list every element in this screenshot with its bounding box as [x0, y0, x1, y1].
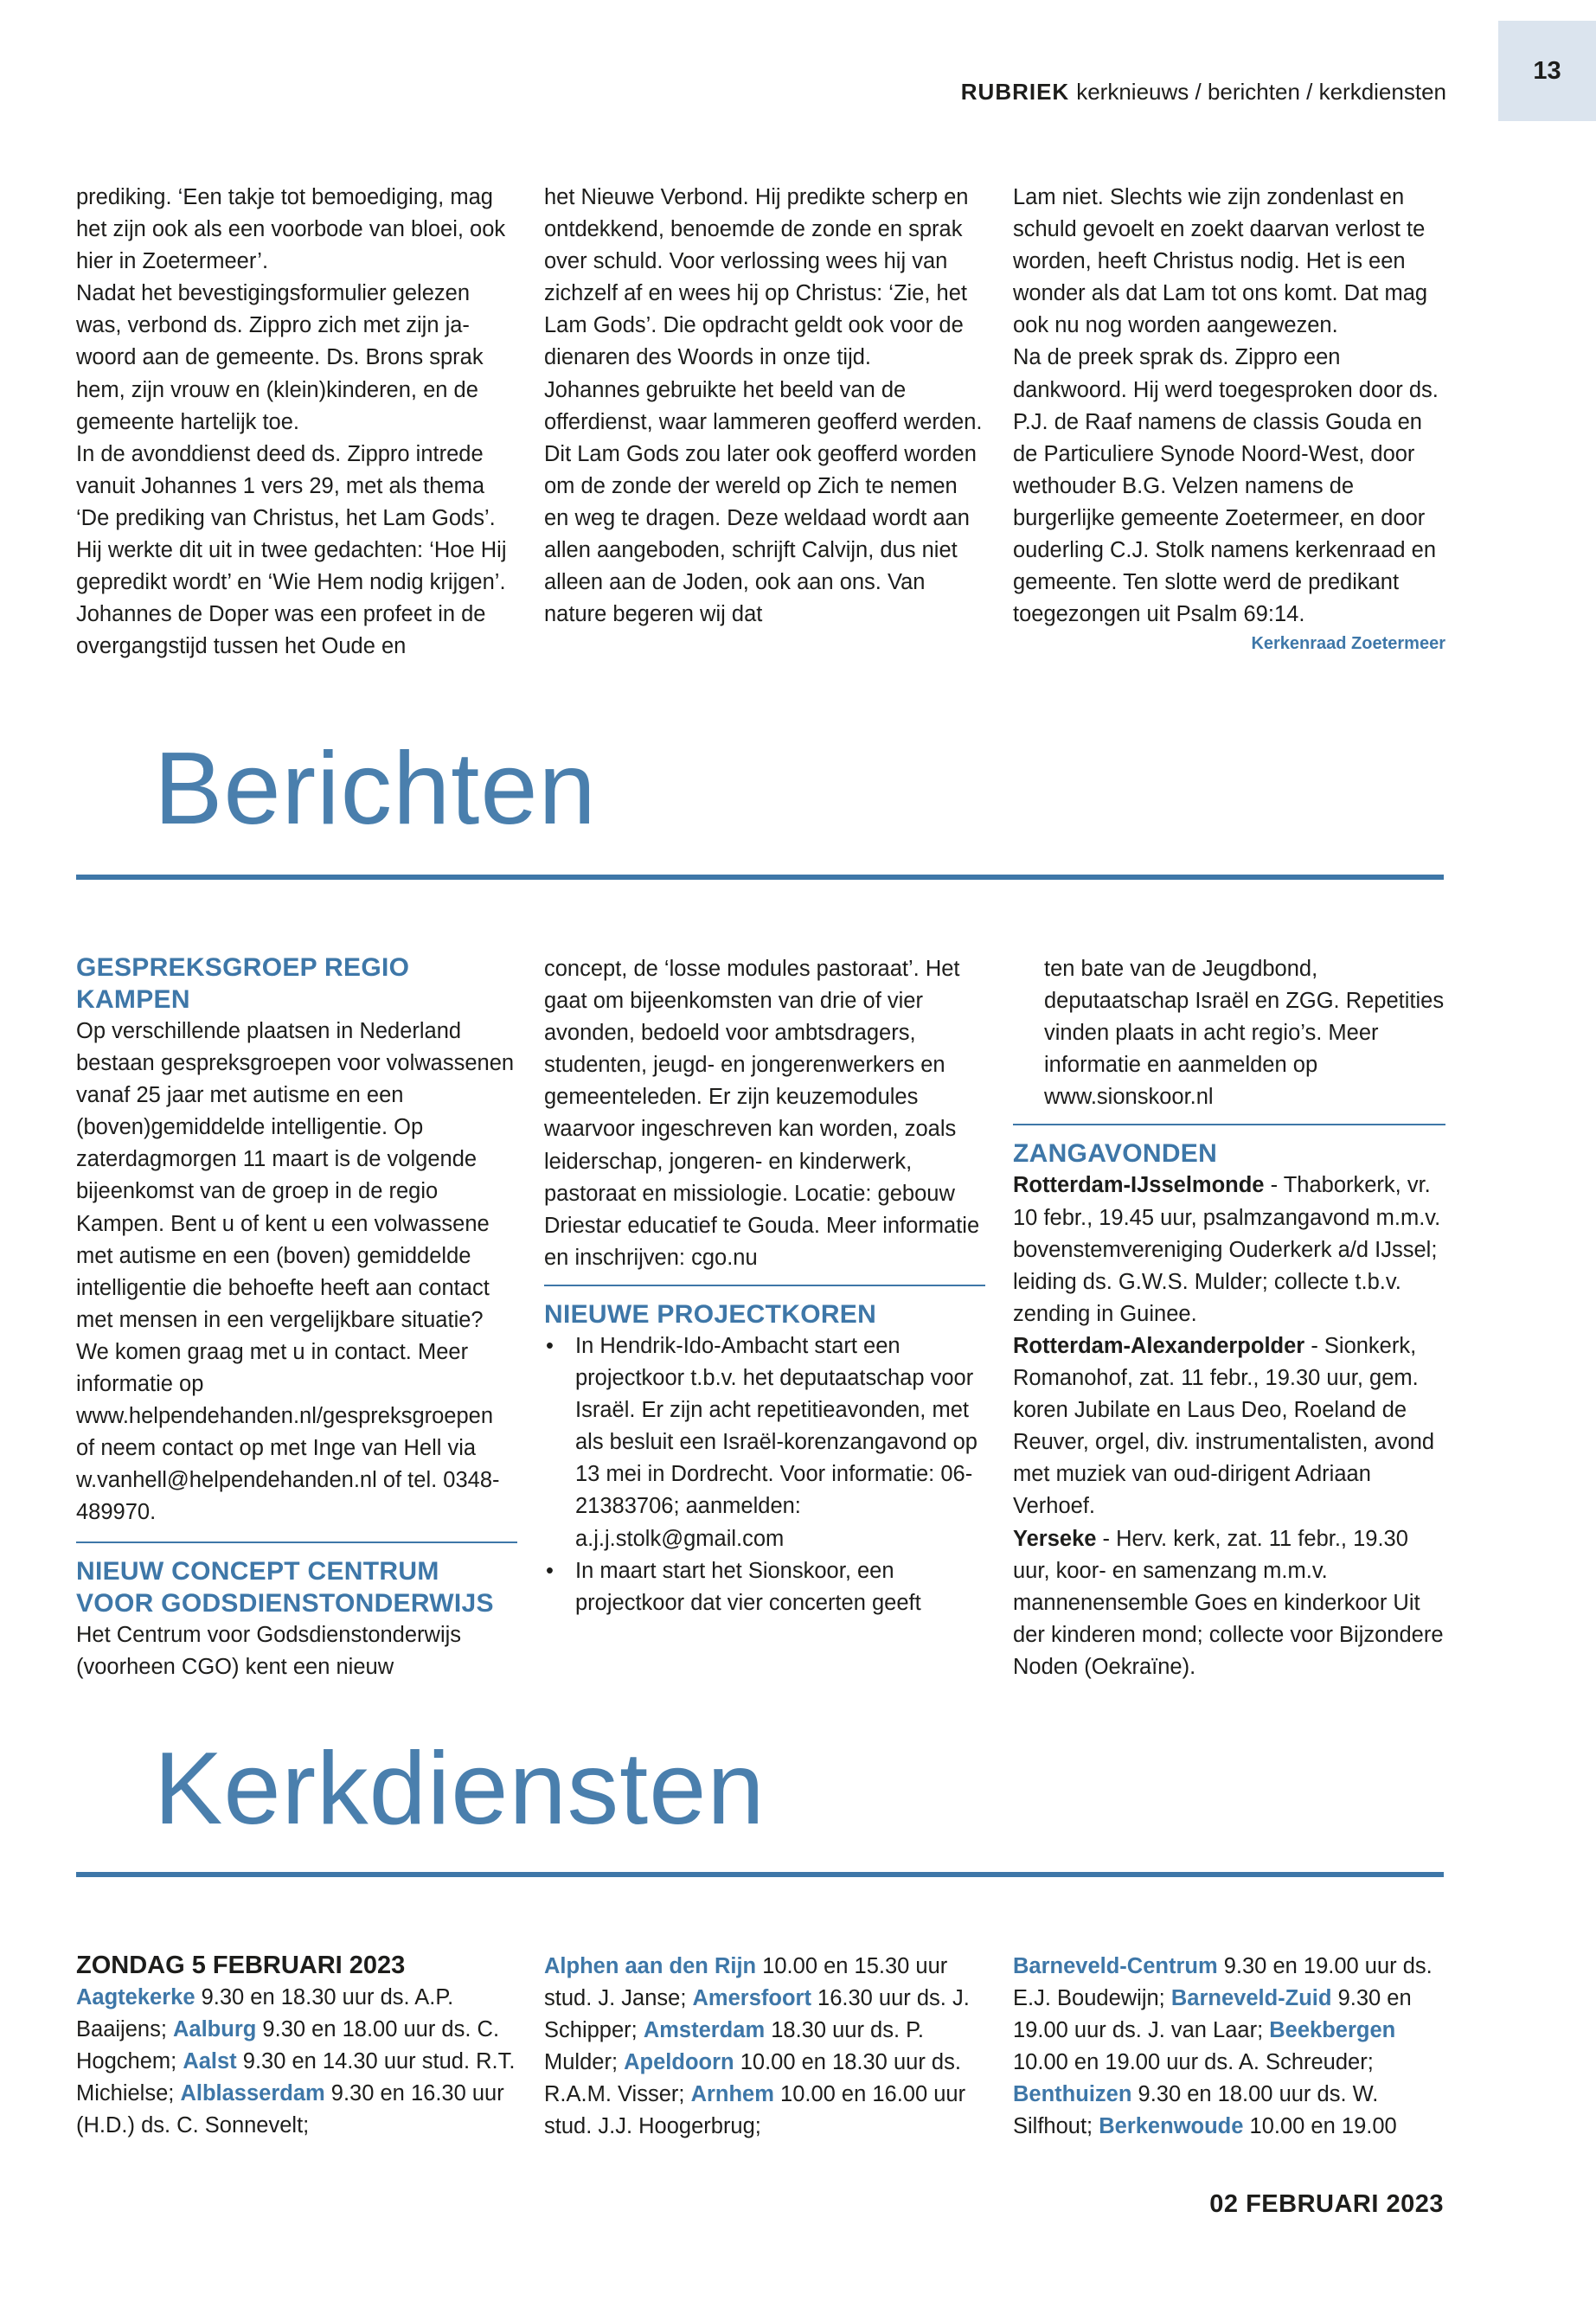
church-place: Amsterdam — [643, 2018, 766, 2043]
church-place: Benthuizen — [1013, 2082, 1132, 2107]
zangavond-place: Rotterdam-Alexanderpolder — [1013, 1333, 1305, 1358]
church-place: Aagtekerke — [76, 1985, 195, 2009]
article-paragraph: Johannes de Doper was een profeet in de overgangstijd tussen het Oude en — [76, 602, 486, 659]
kerkdiensten-column-3 — [1013, 1951, 1445, 2144]
article-column-3 — [1013, 182, 1445, 657]
list-item: • In Hendrik-Ido-Ambacht start een projectkoor t.b.v. het deputaatschap voor Israël. Er zijn acht repetitieavonden, met als besluit een Israël-korenzangavond op 13 mei in Dordrecht. Voor informatie: 06-21383706; aanmelden: a.j.j.stolk@gmail.com — [544, 1330, 985, 1555]
berichten-column-1 — [76, 952, 517, 1683]
service-details: 9.30 en 18.00 uur ds. W. Silfhout; — [1013, 2082, 1379, 2139]
zangavond-item — [1013, 1170, 1445, 1330]
church-place: Beekbergen — [1269, 2018, 1396, 2043]
berichten-column-2 — [544, 953, 985, 1619]
service-details: 10.00 en 16.00 uur stud. J.J. Hoogerbrug; — [544, 2082, 966, 2139]
service-details: 18.30 uur ds. P. Mulder; — [544, 2018, 924, 2075]
article-paragraph: In de avonddienst deed ds. Zippro intrede vanuit Johannes 1 vers 29, met als thema ‘De prediking van Christus, het Lam Gods’. Hij werkte dit uit in twee gedachten: ‘Hoe Hij gepredikt wordt’ en ‘Wie Hem nodig krijgen’. — [76, 441, 507, 595]
issue-date: 02 FEBRUARI 2023 — [1209, 2190, 1444, 2218]
service-details: 9.30 en 14.30 uur stud. R.T. Michielse; — [76, 2049, 516, 2106]
section-rule — [76, 875, 1444, 880]
article-paragraph: Johannes gebruikte het beeld van de offerdienst, waar lammeren geofferd werden. Dit Lam Gods zou later ook geofferd worden om de zonde der wereld op Zich te nemen en weg te dragen. Deze weldaad wordt aan allen aangeboden, schrijft Calvijn, dus niet alleen aan de Joden, ook aan ons. Van nature begeren wij dat — [544, 377, 983, 627]
concept-text-cont: concept, de ‘losse modules pastoraat’. Het gaat om bijeenkomsten van drie of vier avonden, bedoeld voor ambtsdragers, studenten, jeugd- en jongerenwerkers en gemeenteleden. Er zijn keuzemodules waarvoor ingeschreven kan worden, zoals leiderschap, jongeren- en kinderwerk, pastoraat en missiologie. Locatie: gebouw Driestar educatief te Gouda. Meer informatie en inschrijven: cgo.nu — [544, 957, 980, 1270]
section-rule — [76, 1872, 1444, 1877]
church-place: Apeldoorn — [624, 2050, 734, 2075]
gespreksgroep-text: Op verschillende plaatsen in Nederland bestaan gespreksgroepen voor volwassenen vanaf 25 jaar met autisme en een (boven)gemiddelde intelligentie. Op zaterdagmorgen 11 maart is de volgende bijeenkomst van de groep in de regio Kampen. Bent u of kent u een volwassene met autisme en een (boven) gemiddelde intelligentie die behoefte heeft aan contact met mensen in een vergelijkbare situatie? We komen graag met u in contact. Meer informatie op www.helpendehanden.nl/gespreksgroepen of neem contact op met Inge van Hell via w.vanhell@helpendehanden.nl of tel. 0348-489970. — [76, 1019, 515, 1525]
zangavond-place: Rotterdam-IJsselmonde — [1013, 1173, 1265, 1198]
service-details: 10.00 en 19.00 — [1243, 2114, 1397, 2139]
zangavond-details: - Herv. kerk, zat. 11 febr., 19.30 uur, koor- en samenzang m.m.v. mannenensemble Goes en kinderkoor Uit der kinderen mond; collecte voor Bijzondere Noden (Oekraïne). — [1013, 1526, 1444, 1679]
zangavond-details: - Sionkerk, Romanohof, zat. 11 febr., 19.30 uur, gem. koren Jubilate en Laus Deo, Roeland de Reuver, orgel, div. instrumentalisten, avond met muziek van oud-dirigent Adriaan Verhoef. — [1013, 1333, 1435, 1519]
section-title-berichten: Berichten — [154, 731, 597, 846]
service-details: 9.30 en 19.00 uur ds. J. van Laar; — [1013, 1986, 1412, 2043]
list-item: • In maart start het Sionskoor, een projectkoor dat vier concerten geeft — [544, 1555, 985, 1619]
church-place: Arnhem — [690, 2082, 774, 2107]
running-header — [961, 76, 1446, 107]
service-details: 10.00 en 18.30 uur ds. R.A.M. Visser; — [544, 2050, 961, 2107]
service-list — [1013, 1951, 1445, 2144]
service-details: 9.30 en 16.30 uur (H.D.) ds. C. Sonnevelt; — [76, 2081, 504, 2138]
service-list — [76, 1982, 517, 2142]
rubriek-label: RUBRIEK — [960, 79, 1070, 105]
service-date: ZONDAG 5 FEBRUARI 2023 — [76, 1952, 406, 1979]
divider — [1013, 1124, 1445, 1125]
projectkoren-text-cont: ten bate van de Jeugdbond, deputaatschap Israël en ZGG. Repetities vinden plaats in acht regio’s. Meer informatie en aanmelden op www.sionskoor.nl — [1044, 957, 1445, 1110]
article-paragraph: Na de preek sprak ds. Zippro een dankwoord. Hij werd toegesproken door ds. P.J. de Raaf namens de classis Gouda en de Particuliere Synode Noord-West, door wethouder B.G. Velzen namens de burgerlijke gemeente Zoetermeer, en door ouderling C.J. Stolk namens kerkenraad en gemeente. Ten slotte werd de predikant toegezongen uit Psalm 69:14. — [1013, 345, 1439, 627]
church-place: Alblasserdam — [180, 2081, 325, 2106]
heading-zangavonden: ZANGAVONDEN — [1013, 1139, 1218, 1169]
rubriek-section: kerknieuws / berichten / kerkdiensten — [1076, 79, 1446, 105]
heading-gespreksgroep: GESPREKSGROEP REGIO KAMPEN — [76, 953, 410, 1014]
service-details: 9.30 en 19.00 uur ds. E.J. Boudewijn; — [1013, 1954, 1433, 2011]
church-place: Barneveld-Centrum — [1013, 1954, 1218, 1978]
zangavond-item — [1013, 1330, 1445, 1523]
zangavond-item — [1013, 1523, 1445, 1683]
service-details: 9.30 en 18.00 uur ds. C. Hogchem; — [76, 2017, 500, 2074]
service-details: 10.00 en 15.30 uur stud. J. Janse; — [544, 1954, 948, 2011]
divider — [76, 1541, 517, 1543]
article-paragraph: Nadat het bevestigingsformulier gelezen was, verbond ds. Zippro zich met zijn ja-woord aan de gemeente. Ds. Brons sprak hem, zijn vrouw en (klein)kinderen, en de gemeente hartelijk toe. — [76, 281, 484, 434]
heading-nieuw-concept: NIEUW CONCEPT CENTRUM VOOR GODSDIENSTONDERWIJS — [76, 1556, 494, 1618]
church-place: Aalst — [183, 2049, 237, 2074]
service-list — [544, 1951, 985, 2144]
kerkdiensten-column-2 — [544, 1951, 985, 2144]
zangavond-details: - Thaborkerk, vr. 10 febr., 19.45 uur, psalmzangavond m.m.v. bovenstemvereniging Ouderkerk a/d IJssel; leiding ds. G.W.S. Mulder; collecte t.b.v. zending in Guinee. — [1013, 1173, 1441, 1326]
service-details: 16.30 uur ds. J. Schipper; — [544, 1986, 970, 2043]
article-signature: Kerkenraad Zoetermeer — [1251, 634, 1445, 654]
church-place: Alphen aan den Rijn — [544, 1954, 757, 1978]
church-place: Amersfoort — [692, 1986, 811, 2011]
church-place: Aalburg — [173, 2017, 257, 2042]
church-place: Barneveld-Zuid — [1170, 1986, 1332, 2011]
zangavond-place: Yerseke — [1013, 1526, 1097, 1551]
article-paragraph: het Nieuwe Verbond. Hij predikte scherp en ontdekkend, benoemde de zonde en sprak over schuld. Voor verlossing wees hij van zichzelf af en wees hij op Christus: ‘Zie, het Lam Gods’. Die opdracht geldt ook voor de dienaren des Woords in onze tijd. — [544, 185, 969, 370]
heading-projectkoren: NIEUWE PROJECTKOREN — [544, 1299, 877, 1329]
church-place: Berkenwoude — [1099, 2114, 1244, 2139]
article-paragraph: Lam niet. Slechts wie zijn zondenlast en schuld gevoelt en zoekt daarvan verlost te worden, heeft Christus nodig. Het is een wonder als dat Lam tot ons komt. Dat mag ook nu nog worden aangewezen. — [1013, 185, 1428, 338]
concept-text: Het Centrum voor Godsdienstonderwijs (voorheen CGO) kent een nieuw — [76, 1622, 462, 1679]
projectkoren-list — [544, 1330, 985, 1619]
divider — [544, 1285, 985, 1286]
article-column-2 — [544, 182, 985, 631]
service-details: 10.00 en 19.00 uur ds. A. Schreuder; — [1013, 2050, 1374, 2075]
berichten-column-3 — [1013, 953, 1445, 1683]
service-details: 9.30 en 18.30 uur ds. A.P. Baaijens; — [76, 1985, 454, 2042]
section-title-kerkdiensten: Kerkdiensten — [154, 1731, 766, 1846]
page-number: 13 — [1498, 21, 1596, 121]
article-column-1 — [76, 182, 517, 663]
article-paragraph: prediking. ‘Een takje tot bemoediging, mag het zijn ook als een voorbode van bloei, ook hier in Zoetermeer’. — [76, 185, 506, 274]
kerkdiensten-column-1 — [76, 1950, 517, 2142]
